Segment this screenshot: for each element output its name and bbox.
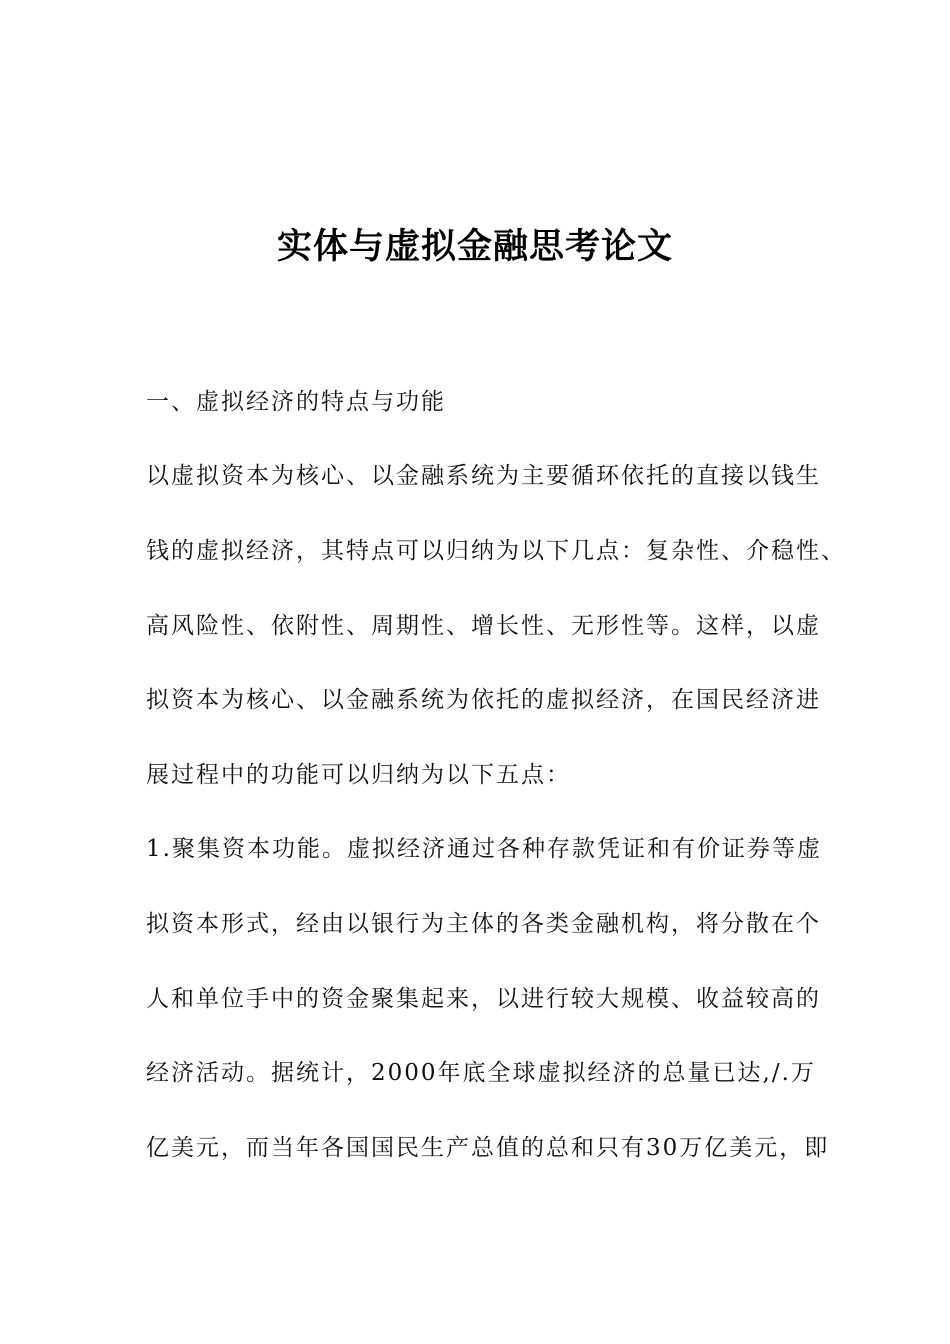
section-heading: 一、虚拟经济的特点与功能 (146, 389, 446, 415)
body-line: 经济活动。据统计，2000年底全球虚拟经济的总量已达,/.万 (146, 1060, 816, 1086)
body-line: 人和单位手中的资金聚集起来，以进行较大规模、收益较高的 (146, 986, 821, 1012)
body-line: 高风险性、依附性、周期性、增长性、无形性等。这样，以虚 (146, 613, 821, 639)
body-line: 1.聚集资本功能。虚拟经济通过各种存款凭证和有价证券等虚 (146, 836, 822, 862)
body-line: 钱的虚拟经济，其特点可以归纳为以下几点：复杂性、介稳性、 (146, 538, 846, 564)
body-line: 展过程中的功能可以归纳为以下五点： (146, 762, 571, 788)
body-line: 以虚拟资本为核心、以金融系统为主要循环依托的直接以钱生 (146, 463, 821, 489)
document-title: 实体与虚拟金融思考论文 (276, 227, 673, 267)
body-line: 拟资本形式，经由以银行为主体的各类金融机构，将分散在个 (146, 911, 821, 937)
body-line: 亿美元，而当年各国国民生产总值的总和只有30万亿美元，即 (146, 1135, 830, 1161)
body-line: 拟资本为核心、以金融系统为依托的虚拟经济，在国民经济进 (146, 687, 821, 713)
